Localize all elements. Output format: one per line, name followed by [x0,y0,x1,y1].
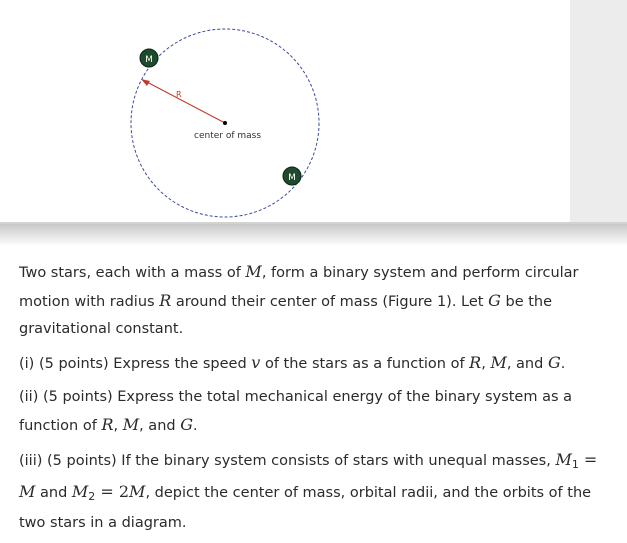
question-text: , [481,356,491,372]
math-var: M [129,482,146,501]
question-text: . [560,356,566,372]
math-var: G [488,291,501,310]
radius-line [145,81,225,123]
question-text: and [35,485,72,501]
math-var: R [159,291,172,310]
question-text: (iii) (5 points) If the binary system consists of stars with unequal masses, [19,453,556,469]
math-var: R [469,353,482,372]
radius-arrowhead [141,79,150,86]
math-var: M [19,482,36,501]
math-operator: = 2 [95,482,130,501]
math-var: M [490,353,507,372]
math-var: M [71,482,89,501]
problem-statement [19,258,614,543]
math-var: M [122,415,140,434]
question-text: (ii) (5 points) Express the total mechanical energy of the binary system as a function of [19,389,573,434]
star-bottom-label: M [288,173,296,183]
binary-star-figure [0,0,570,222]
math-subscript: 2 [88,490,96,503]
math-var: M [245,262,262,281]
question-text: , and [139,418,181,434]
intro-text: be the gravitational constant. [19,294,553,337]
center-of-mass-dot [223,121,227,125]
radius-label: R [176,90,182,99]
star-top-label: M [145,55,153,65]
scroll-gutter [570,0,627,222]
intro-text: around their center of mass (Figure 1). Let [171,294,489,310]
question-2 [19,384,614,440]
math-var: v [251,353,261,372]
problem-intro [19,258,614,343]
section-shadow [0,224,627,246]
question-text: , and [506,356,548,372]
math-var: R [101,415,114,434]
question-3 [19,446,614,537]
figure-panel [0,0,570,222]
math-var: M [555,450,572,469]
question-text: (i) (5 points) Express the speed [19,356,252,372]
question-text: , [113,418,123,434]
math-operator: = [578,450,598,469]
question-text: , depict the center of mass, orbital radii, and the orbits of the two stars in a diagram. [19,485,592,531]
math-subscript: 1 [571,458,579,471]
math-var: G [547,353,561,372]
question-1 [19,349,614,378]
intro-text: , form a binary system and perform circular motion with radius [19,265,579,310]
center-of-mass-label: center of mass [194,131,262,141]
question-text: of the stars as a function of [260,356,470,372]
math-var: G [180,415,193,434]
question-text: . [192,418,198,434]
intro-text: Two stars, each with a mass of [19,265,246,281]
